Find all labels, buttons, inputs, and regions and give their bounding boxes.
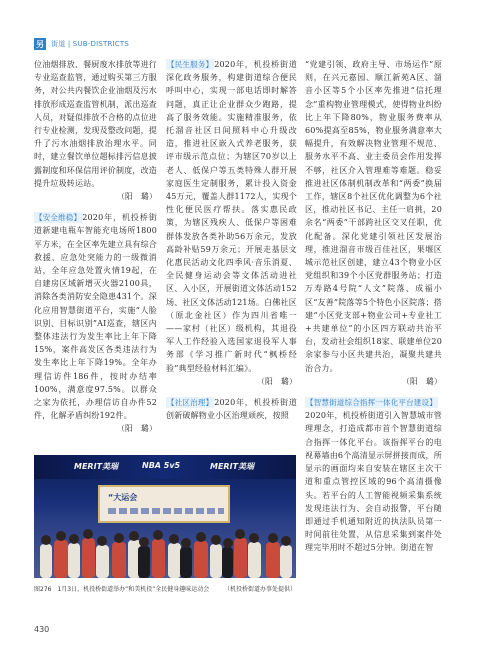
section-label: 街道 | SUB-DISTRICTS xyxy=(51,40,130,48)
paragraph xyxy=(166,58,297,375)
section-tag: 【民生服务】 xyxy=(167,60,214,69)
column-2 xyxy=(166,58,297,422)
caption-text: 图276 1月3日，机投桥街道举办“和美机投”全民健身趣味运动会 xyxy=(34,586,210,593)
author: （阳 璐） xyxy=(402,376,442,386)
section-tag: 【社区治理】 xyxy=(167,398,214,408)
section-logo: 另 xyxy=(36,39,44,49)
paragraph-text: 2020年，机投桥街道创新破解物业小区治理顽疾，按照 xyxy=(166,398,297,421)
backdrop-slogan-shape xyxy=(108,508,224,514)
paragraph: 位油烟排放、餐厨废水排放等进行专业巡查监管，通过购买第三方服务，对公共内餐饮企业油烟及污水排放形成巡查监管机制，派出巡查人员，对疑似排放不合格的点位进行专业检测，发现及整改问题，提升了污水油烟排放治理水平。同时，建立餐饮单位超标排污信息披露制度和环保信用评价制度，改造提升垃圾转运站。 xyxy=(34,60,157,188)
column-3 xyxy=(305,58,442,555)
backdrop-title: “大运会 xyxy=(108,493,138,502)
paragraph xyxy=(305,396,442,554)
author: （阳 璐） xyxy=(117,192,157,202)
author: （阳 璐） xyxy=(117,424,157,434)
column-1 xyxy=(34,58,157,444)
banner-text: MERIT美瑞 xyxy=(74,462,119,471)
paragraph xyxy=(166,396,297,422)
paragraph-text: 2020年，机投桥街道深化政务服务，构建街道综合便民呼叫中心，实现一部电话即时解答问题，真正让企业群众少跑路，提高了服务效能。实施精准服务，依托溜音社区日间照料中心升级改造，推进社区嵌入式养老服务，获评市级示范点位；为辖区70岁以上老人、低保户等五类特殊人群开展家庭医生定制服务，累计投入资金45万元，覆盖人群1172人，实现个性化便民医疗帮扶。落实惠民政策，为辖区残疾人、低保户等困难群体发放各类补助56万余元，发放高龄补贴59万余元；开展走基层文化惠民活动文化四季风·音乐消夏、全民健身运动会等文体活动进社区、入小区，开展街道文体活动152场、社区文体活动121场。白佛社区（原北金社区）作为四川省唯一——家村（社区）级机构，其退役军人工作经验入选国家退役军人事务部《学习推广新时代“枫桥经验”典型经验材料汇编》。 xyxy=(166,60,297,373)
crowd-silhouette xyxy=(34,520,296,578)
caption-credit: （机投桥街道办事处提供） xyxy=(223,586,296,593)
stage-backdrop xyxy=(98,485,230,523)
paragraph xyxy=(34,211,157,422)
page-number: 430 xyxy=(34,625,50,634)
banner-text: MERIT美瑞 xyxy=(210,462,255,471)
page-header xyxy=(34,38,129,50)
section-tag: 【智慧街道综合指挥一体化平台建设】 xyxy=(306,398,437,408)
photo-banner xyxy=(34,455,296,479)
banner-text: NBA 5v5 xyxy=(142,461,181,470)
paragraph: “党建引领、政府主导、市场运作”原则，在兴元嘉园、顺江新苑A区、溜音小区等5个小区率先推进“信托理念”重构物业管理模式，使得物业纠纷比上年下降80%，物业服务费率从60%提高至85%，物业服务满意率大幅提升，有效解决物业管理不规范、服务水平不高、业主委员会作用发挥不够，社区介入管理难等难题。稳妥推进社区体制机制改革和“两委”换届工作，辖区8个社区优化调整为6个社区，推动社区书记、主任一肩挑，20余名“两委”干部跨社区交叉任职，优化配备。深化党建引领社区发展治理，推进溜音市级百佳社区，果堰区城示范社区创建，建立43个物业小区党组织和39个小区党群服务站；打造万寿路4号院“人文”院落、成福小区“友善”院落等5个特色小区院落；搭建“小区党支部+物业公司+专业社工+共建单位”的小区四方联动共治平台，发动社会组织18家、联建单位20余家参与小区共建共治，凝聚共建共治合力。 xyxy=(305,60,442,373)
section-tag: 【安全维稳】 xyxy=(35,213,82,223)
paragraph-text: 2020年，机投桥街道新建电瓶车智能充电场所1800平方米，在全区率先建立具有综合救援、应急处突能力的一级微消站，全年应急处置火情19起，在自建房区域新增灭火器2100具，消除各类消防安全隐患431个。深化应用智慧街道平台，实施“人脸识别、目标识别”AI巡查，辖区内整体违法行为发生率比上年下降15%，案件高发区各类违法行为发生率比上年下降19%。全年办理信访件186件，按时办结率100%，满意度97.5%。以群众之家为依托，办理信访自办件52件，化解矛盾纠纷192件。 xyxy=(34,213,157,421)
event-photo xyxy=(34,455,296,578)
photo-caption xyxy=(34,584,296,593)
author: （阳 璐） xyxy=(257,376,297,386)
paragraph-text: 2020年，机投桥街道引入智慧城市管理理念，打造成都市首个智慧街道综合指挥一体化平台。该指挥平台的电视幕墙由6个高清显示屏拼接而成，所显示的画面均来自安装在辖区主次干道和重点管控区域的96个高清摄像头。若平台的人工智能视频采集系统发现违法行为、会自动报警，平台随即通过手机通知附近的执法队员第一时间前往处置，从信息采集到案件处理完毕用时不超过5分钟。街道在智 xyxy=(305,411,442,553)
